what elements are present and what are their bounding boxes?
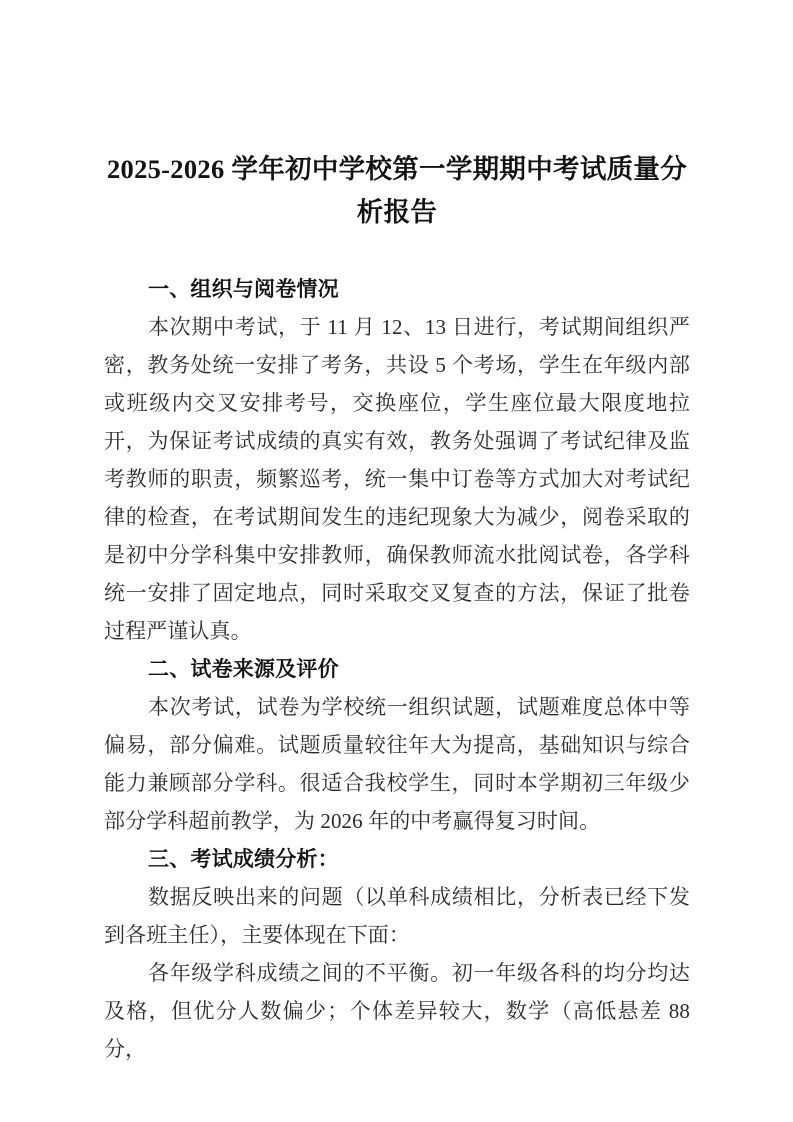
section-heading-3: 三、考试成绩分析： [148, 847, 339, 871]
section-heading-2: 二、试卷来源及评价 [148, 657, 339, 681]
section-score-analysis [104, 840, 690, 1068]
section-organization-and-grading [104, 270, 690, 650]
title-spacer [104, 234, 690, 270]
page-title-line-2: 析报告 [356, 197, 438, 227]
section-heading-1: 一、组织与阅卷情况 [148, 277, 339, 301]
section-3-paragraph-2: 各年级学科成绩之间的不平衡。初一年级各科的均分均达及格，但优分人数偏少；个体差异较大，数学（高低悬差 88 分， [104, 961, 690, 1061]
section-2-paragraph-1: 本次考试，试卷为学校统一组织试题，试题难度总体中等偏易，部分偏难。试题质量较往年大为提高，基础知识与综合能力兼顾部分学科。很适合我校学生，同时本学期初三年级少部分学科超前教学，为 2026 年的中考赢得复习时间。 [104, 695, 690, 833]
page-title [104, 148, 690, 234]
section-paper-source-and-evaluation [104, 650, 690, 840]
page-title-line-1: 2025-2026 学年初中学校第一学期期中考试质量分 [106, 154, 688, 184]
section-1-paragraph-1: 本次期中考试，于 11 月 12、13 日进行，考试期间组织严密，教务处统一安排了考务，共设 5 个考场，学生在年级内部或班级内交叉安排考号，交换座位，学生座位最大限度地拉开，为保证考试成绩的真实有效，教务处强调了考试纪律及监考教师的职责，频繁巡考，统一集中订卷等方式加大对考试纪律的检查，在考试期间发生的违纪现象大为减少，阅卷采取的是初中分学科集中安排教师，确保教师流水批阅试卷，各学科统一安排了固定地点，同时采取交叉复查的方法，保证了批卷过程严谨认真。 [104, 315, 690, 643]
document-content [104, 148, 690, 1068]
section-3-paragraph-1: 数据反映出来的问题（以单科成绩相比，分析表已经下发到各班主任），主要体现在下面： [104, 885, 690, 947]
